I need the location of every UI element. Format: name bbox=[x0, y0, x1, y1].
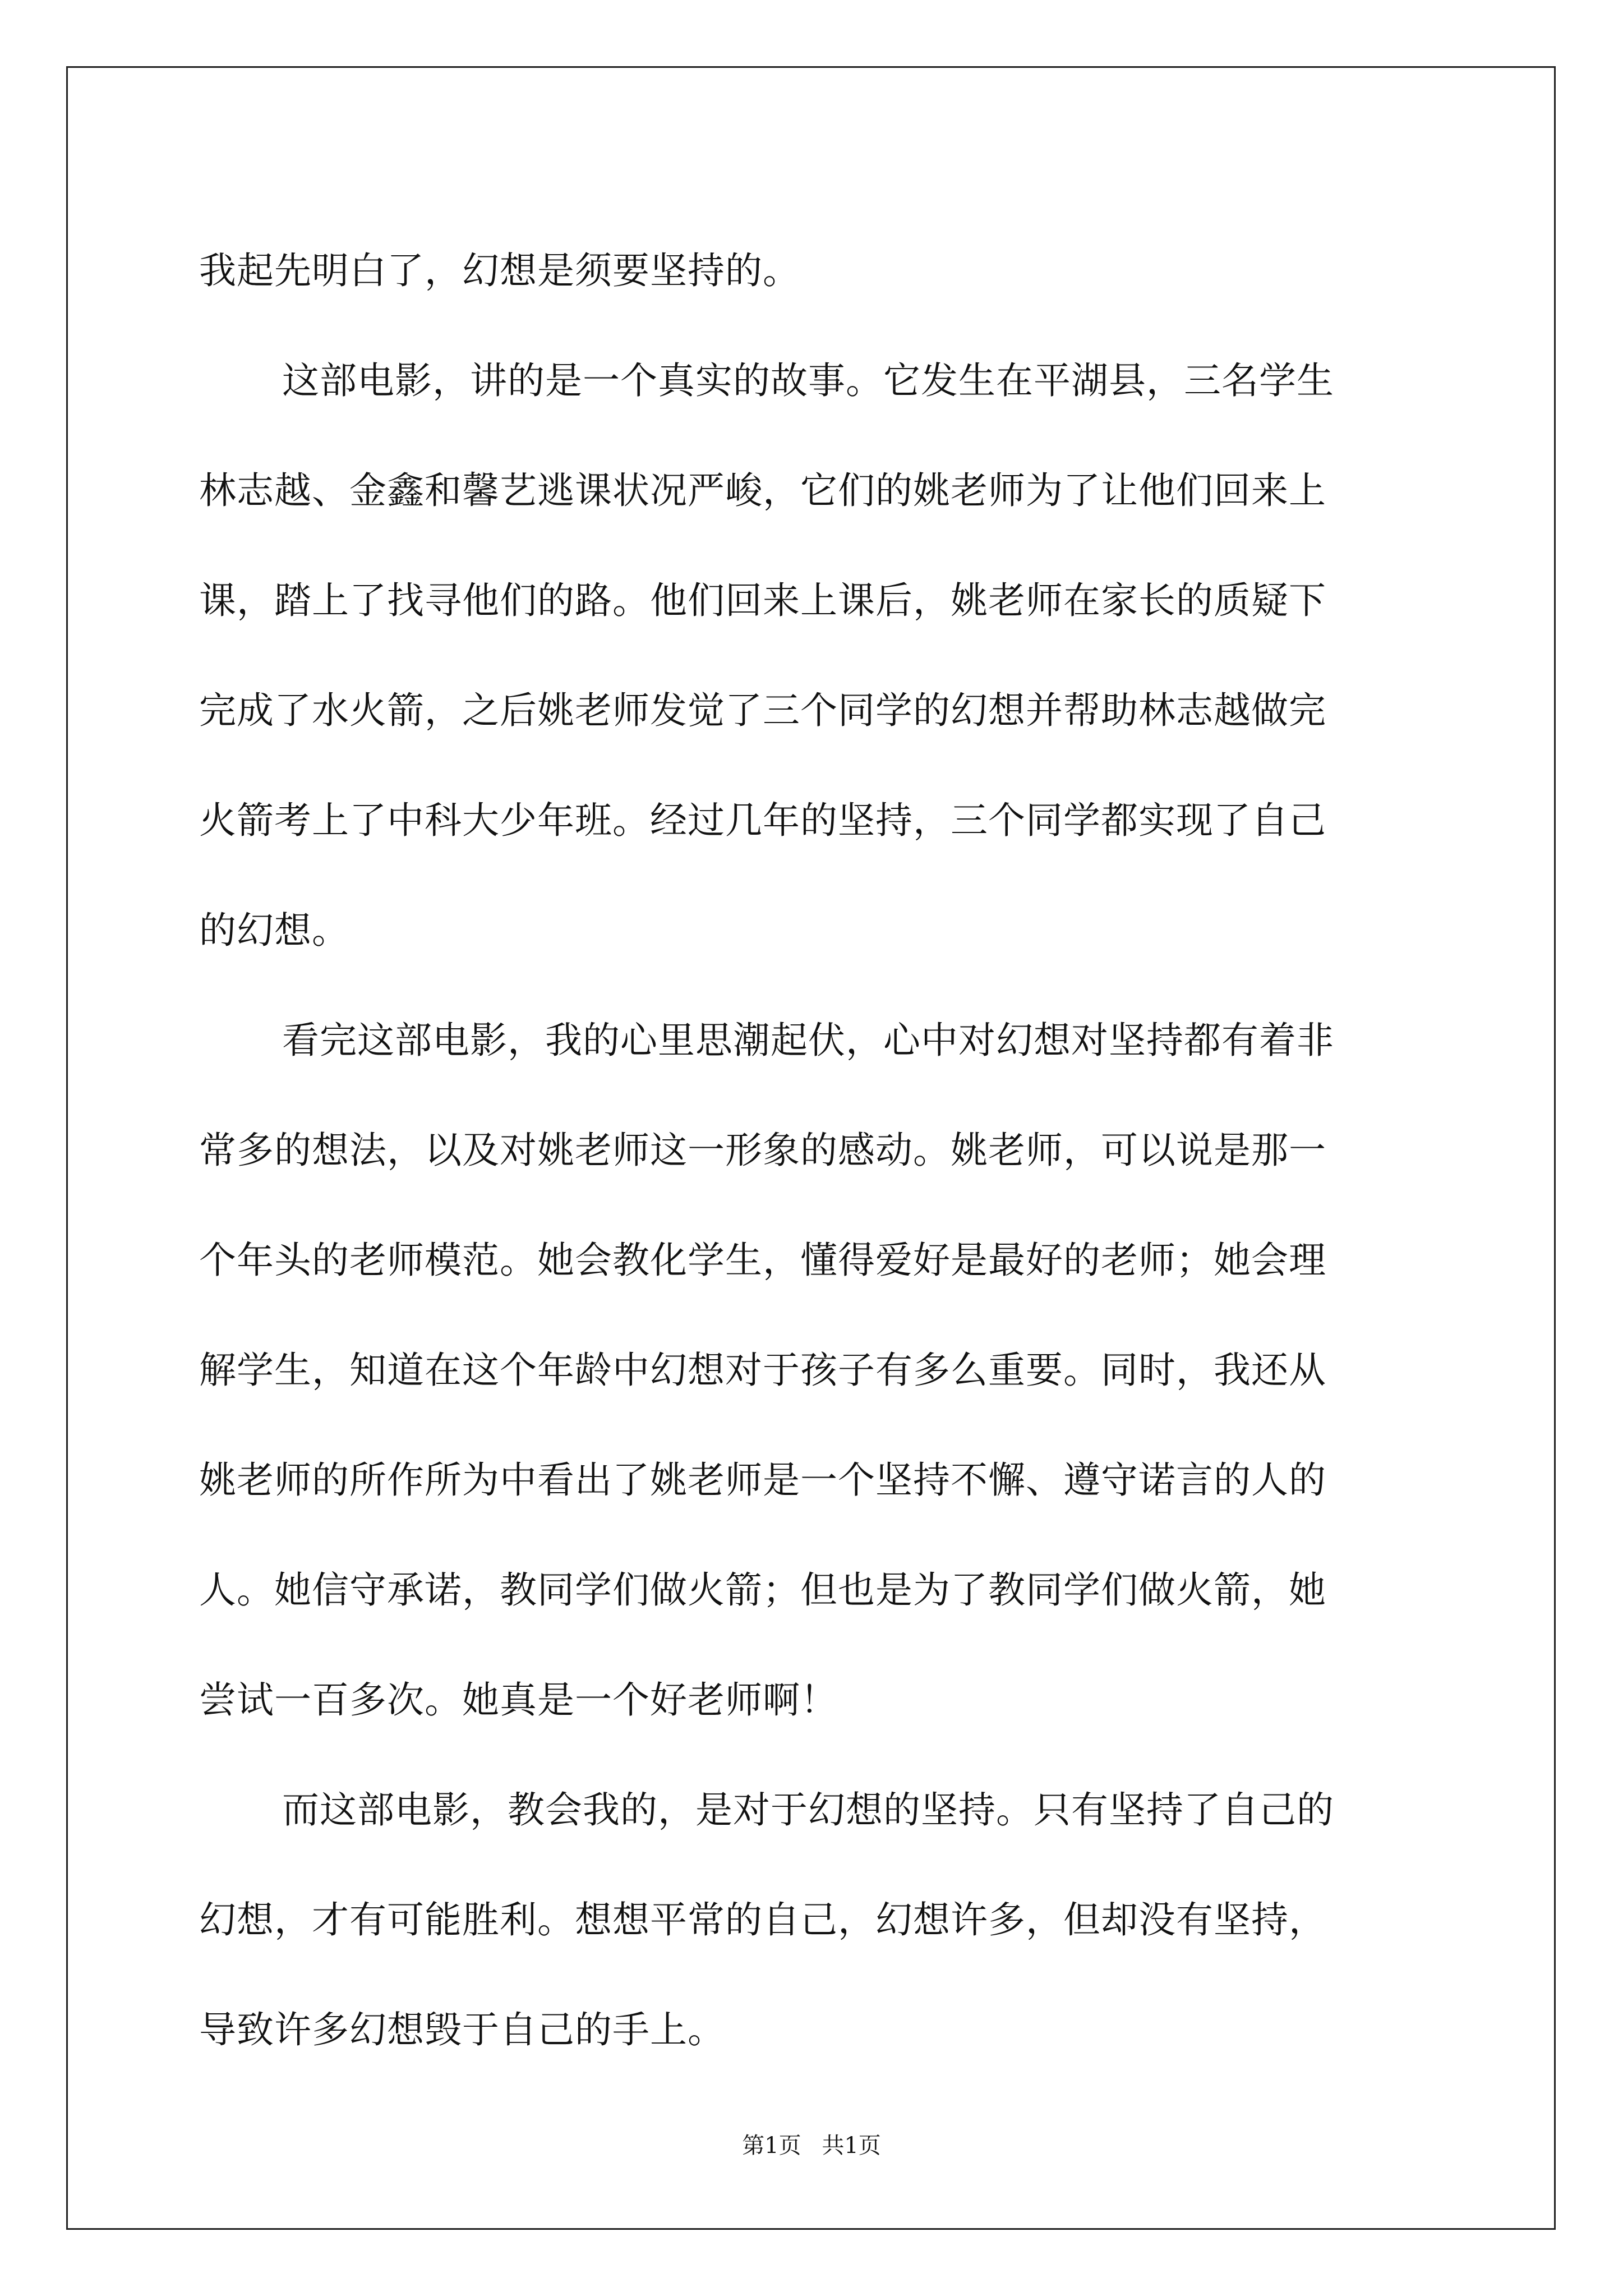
text-line: 完成了水火箭，之后姚老师发觉了三个同学的幻想并帮助林志越做完 bbox=[199, 689, 1326, 732]
text-line: 幻想，才有可能胜利。想想平常的自己，幻想许多，但却没有坚持， bbox=[199, 1898, 1326, 1941]
text-line: 我起先明白了，幻想是须要坚持的。 bbox=[199, 249, 800, 292]
text-line: 的幻想。 bbox=[199, 909, 349, 952]
text-line: 常多的想法，以及对姚老师这一形象的感动。姚老师，可以说是那一 bbox=[199, 1129, 1326, 1172]
text-line: 课，踏上了找寻他们的路。他们回来上课后，姚老师在家长的质疑下 bbox=[199, 579, 1326, 622]
text-line: 这部电影，讲的是一个真实的故事。它发生在平湖县，三名学生 bbox=[282, 359, 1334, 402]
text-line: 尝试一百多次。她真是一个好老师啊！ bbox=[199, 1678, 838, 1722]
document-body bbox=[199, 216, 1430, 2085]
page-number: 第1页 bbox=[742, 2133, 801, 2159]
text-line: 姚老师的所作所为中看出了姚老师是一个坚持不懈、遵守诺言的人的 bbox=[199, 1458, 1326, 1502]
text-line: 而这部电影，教会我的，是对于幻想的坚持。只有坚持了自己的 bbox=[282, 1788, 1334, 1832]
text-line: 看完这部电影，我的心里思潮起伏，心中对幻想对坚持都有着非 bbox=[282, 1019, 1334, 1062]
page-total: 共1页 bbox=[822, 2133, 881, 2159]
text-line: 火箭考上了中科大少年班。经过几年的坚持，三个同学都实现了自己 bbox=[199, 799, 1326, 842]
text-line: 个年头的老师模范。她会教化学生，懂得爱好是最好的老师；她会理 bbox=[199, 1239, 1326, 1282]
text-line: 解学生，知道在这个年龄中幻想对于孩子有多么重要。同时，我还从 bbox=[199, 1349, 1326, 1392]
page-footer bbox=[0, 2130, 1623, 2161]
text-line: 林志越、金鑫和馨艺逃课状况严峻，它们的姚老师为了让他们回来上 bbox=[199, 469, 1326, 512]
text-line: 人。她信守承诺，教同学们做火箭；但也是为了教同学们做火箭，她 bbox=[199, 1568, 1326, 1612]
text-line: 导致许多幻想毁于自己的手上。 bbox=[199, 2008, 725, 2051]
